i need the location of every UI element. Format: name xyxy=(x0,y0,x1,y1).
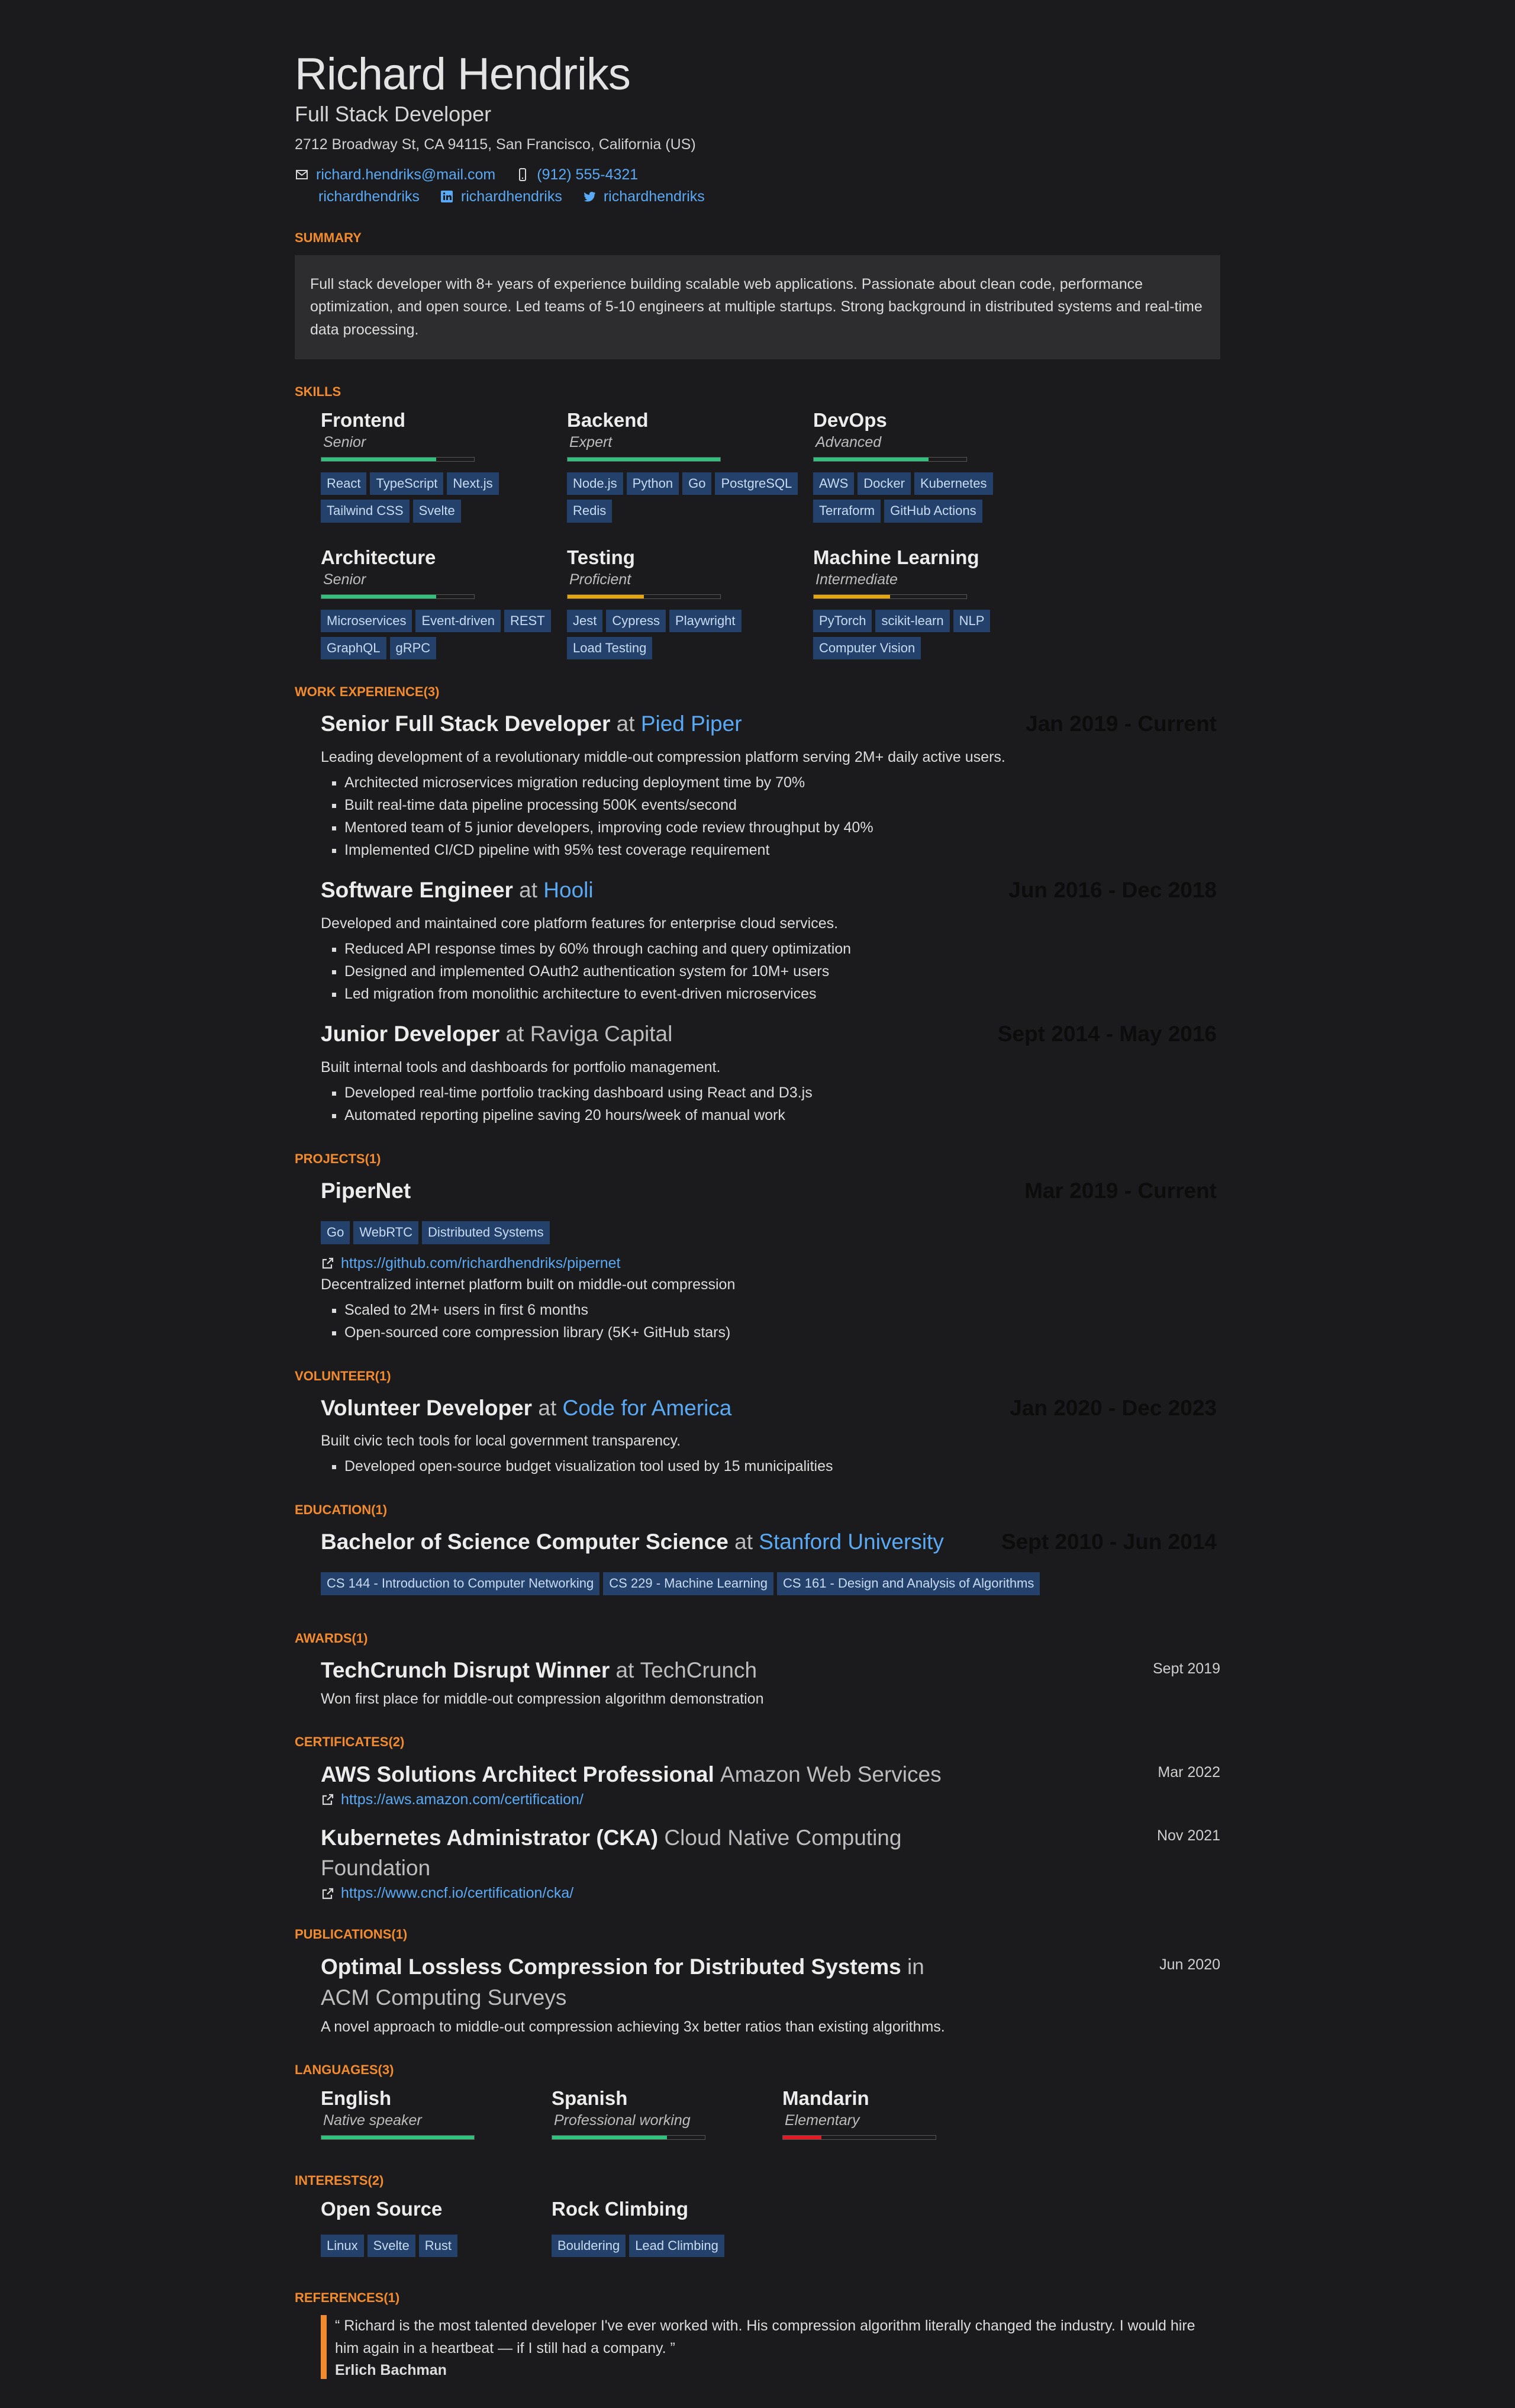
work-title xyxy=(321,1019,672,1049)
work-entry xyxy=(321,875,1220,1005)
work-title xyxy=(321,709,742,739)
interest-keywords xyxy=(552,2235,782,2257)
keyword-tag: Playwright xyxy=(669,610,741,632)
interest-card xyxy=(321,2198,552,2257)
skill-name: Frontend xyxy=(321,408,405,431)
phone-icon xyxy=(515,168,530,182)
profile-link-github[interactable] xyxy=(318,188,420,205)
keyword-tag: Svelte xyxy=(413,500,461,522)
certificate-date: Nov 2021 xyxy=(1156,1827,1220,1844)
keyword-tag: NLP xyxy=(953,610,991,632)
reference-quote xyxy=(321,2315,1220,2379)
keyword-tag: Event-driven xyxy=(415,610,501,632)
email-link[interactable] xyxy=(295,166,495,184)
project-summary: Decentralized internet platform built on middle-out compression xyxy=(321,1276,736,1293)
work-company: Raviga Capital xyxy=(530,1022,673,1047)
certificate-issuer: Amazon Web Services xyxy=(720,1762,942,1786)
keyword-tag: TypeScript xyxy=(370,472,443,495)
keyword-tag: Next.js xyxy=(447,472,498,495)
certificate-name: Kubernetes Administrator (CKA) xyxy=(321,1825,659,1850)
skill-card xyxy=(567,546,813,660)
skill-card xyxy=(321,409,567,523)
skill-level: Advanced xyxy=(815,433,882,450)
skill-name: Machine Learning xyxy=(813,546,979,568)
level-bar-fill xyxy=(814,458,929,461)
work-position: Junior Developer xyxy=(321,1022,500,1047)
highlight-item: ▪ Open-sourced core compression library (5K+ GitHub stars) xyxy=(344,1321,1220,1344)
interest-name: Open Source xyxy=(321,2197,443,2220)
keyword-tag: CS 161 - Design and Analysis of Algorithms xyxy=(777,1572,1040,1595)
keyword-tag: Python xyxy=(627,472,679,495)
keyword-tag: Jest xyxy=(567,610,602,632)
highlight-item: ▪ Reduced API response times by 60% through caching and query optimization xyxy=(344,938,1220,960)
keyword-tag: Computer Vision xyxy=(813,637,921,659)
level-bar-fill xyxy=(783,2136,821,2139)
skill-level: Senior xyxy=(323,433,366,450)
award-summary: Won first place for middle-out compression algorithm demonstration xyxy=(321,1690,764,1707)
keyword-tag: Go xyxy=(321,1221,350,1244)
section-title-interests: INTERESTS(2) xyxy=(295,2172,384,2188)
languages-grid xyxy=(295,2087,1220,2140)
publication-summary: A novel approach to middle-out compression achieving 3x better ratios than existing algorithms. xyxy=(321,2018,945,2035)
skill-card xyxy=(567,409,813,523)
section-title-awards: AWARDS(1) xyxy=(295,1630,368,1646)
summary-text: Full stack developer with 8+ years of experience building scalable web applications. Passionate about clean code, performance optimization, and open source. Led teams of 5-10 engineers at multiple startups. Strong background in distributed systems and real-time data processing. xyxy=(295,255,1220,359)
certificate-date: Mar 2022 xyxy=(1158,1763,1220,1781)
skill-name: DevOps xyxy=(813,408,887,431)
skill-level: Proficient xyxy=(569,571,631,588)
certificate-url-link[interactable] xyxy=(321,1885,1220,1902)
work-highlights xyxy=(321,938,1220,1005)
section-title-certificates: CERTIFICATES(2) xyxy=(295,1734,405,1749)
level-bar-fill xyxy=(814,595,890,598)
external-link-icon xyxy=(321,1256,335,1270)
education-degree: Bachelor of Science Computer Science xyxy=(321,1530,729,1554)
keyword-tag: Bouldering xyxy=(552,2235,626,2257)
work-date: Sept 2014 - May 2016 xyxy=(997,1022,1217,1047)
keyword-tag: Load Testing xyxy=(567,637,652,659)
award-title: TechCrunch Disrupt Winner xyxy=(321,1657,610,1682)
section-title-volunteer: VOLUNTEER(1) xyxy=(295,1368,391,1383)
keyword-tag: CS 229 - Machine Learning xyxy=(603,1572,773,1595)
work-summary: Developed and maintained core platform features for enterprise cloud services. xyxy=(321,915,839,932)
interests-grid xyxy=(295,2198,1220,2257)
language-fluency: Professional working xyxy=(554,2111,691,2129)
language-card xyxy=(321,2087,552,2140)
profile-username: richardhendriks xyxy=(318,188,420,205)
work-highlights xyxy=(321,1081,1220,1126)
highlight-item: ▪ Automated reporting pipeline saving 20 hours/week of manual work xyxy=(344,1104,1220,1126)
keyword-tag: Cypress xyxy=(606,610,666,632)
certificate-issuer: Cloud Native Computing Foundation xyxy=(321,1825,902,1881)
work-position: Software Engineer xyxy=(321,878,513,903)
profile-username: richardhendriks xyxy=(460,188,562,205)
keyword-tag: Distributed Systems xyxy=(422,1221,550,1244)
work-date: Jun 2016 - Dec 2018 xyxy=(1008,878,1217,903)
skill-card xyxy=(321,546,567,660)
highlight-item: ▪ Led migration from monolithic architecture to event-driven microservices xyxy=(344,983,1220,1005)
certificates-list xyxy=(295,1759,1220,1902)
highlight-item: ▪ Architected microservices migration reducing deployment time by 70% xyxy=(344,771,1220,794)
keyword-tag: GraphQL xyxy=(321,637,386,659)
work-position: Senior Full Stack Developer xyxy=(321,712,611,736)
skill-level: Senior xyxy=(323,571,366,588)
highlight-item: ▪ Scaled to 2M+ users in first 6 months xyxy=(344,1299,1220,1321)
level-bar xyxy=(782,2135,936,2140)
at-label: at xyxy=(505,1022,524,1047)
section-title-work: WORK EXPERIENCE(3) xyxy=(295,684,440,700)
project-date: Mar 2019 - Current xyxy=(1024,1179,1217,1203)
keyword-tag: Microservices xyxy=(321,610,412,632)
keyword-tag: Redis xyxy=(567,500,612,522)
skills-grid xyxy=(295,409,1220,660)
skill-card xyxy=(813,409,1059,523)
mail-icon xyxy=(295,168,309,182)
work-summary: Leading development of a revolutionary middle-out compression platform serving 2M+ daily active users. xyxy=(321,749,1005,766)
section-title-summary: SUMMARY xyxy=(295,230,362,245)
highlight-item: ▪ Designed and implemented OAuth2 authentication system for 10M+ users xyxy=(344,960,1220,983)
at-label: at xyxy=(615,1657,634,1682)
skill-card xyxy=(813,546,1059,660)
keyword-tag: Go xyxy=(682,472,711,495)
volunteer-position: Volunteer Developer xyxy=(321,1395,533,1420)
work-company-link[interactable]: Pied Piper xyxy=(640,712,742,736)
skill-level: Expert xyxy=(569,433,613,450)
level-bar xyxy=(567,594,721,599)
keyword-tag: AWS xyxy=(813,472,854,495)
profiles-row xyxy=(295,188,1220,205)
keyword-tag: CS 144 - Introduction to Computer Networking xyxy=(321,1572,599,1595)
project-url: https://github.com/richardhendriks/pipernet xyxy=(341,1254,621,1271)
education-courses xyxy=(321,1572,1220,1595)
certificate-title xyxy=(321,1759,942,1790)
skill-level: Intermediate xyxy=(815,571,898,588)
keyword-tag: Kubernetes xyxy=(914,472,993,495)
highlight-item: ▪ Mentored team of 5 junior developers, improving code review throughput by 40% xyxy=(344,816,1220,839)
skill-keywords xyxy=(567,472,804,523)
keyword-tag: Tailwind CSS xyxy=(321,500,410,522)
skill-keywords xyxy=(813,472,1050,523)
volunteer-entry xyxy=(295,1393,1220,1478)
candidate-name: Richard Hendriks xyxy=(295,49,630,99)
work-entry xyxy=(321,1019,1220,1126)
education-entry xyxy=(295,1527,1220,1595)
section-title-projects: PROJECTS(1) xyxy=(295,1151,381,1167)
language-name: Spanish xyxy=(552,2087,628,2109)
work-entry xyxy=(321,709,1220,861)
keyword-tag: Terraform xyxy=(813,500,881,522)
in-label: in xyxy=(907,1955,924,1979)
work-list xyxy=(295,709,1220,1126)
education-institution-link[interactable]: Stanford University xyxy=(759,1530,944,1554)
candidate-headline: Full Stack Developer xyxy=(295,101,492,126)
level-bar-fill xyxy=(321,595,436,598)
keyword-tag: gRPC xyxy=(390,637,437,659)
certificate-title xyxy=(321,1823,942,1884)
profile-username: richardhendriks xyxy=(603,188,705,205)
volunteer-date: Jan 2020 - Dec 2023 xyxy=(1010,1395,1217,1420)
contact-row xyxy=(295,166,1220,184)
work-company-link[interactable]: Hooli xyxy=(543,878,594,903)
keyword-tag: WebRTC xyxy=(353,1221,418,1244)
skill-keywords xyxy=(567,610,804,660)
award-awarder: TechCrunch xyxy=(640,1657,758,1682)
at-label: at xyxy=(616,712,635,736)
level-bar xyxy=(552,2135,705,2140)
certificate-url: https://www.cncf.io/certification/cka/ xyxy=(341,1885,574,1902)
level-bar xyxy=(321,2135,475,2140)
phone-text: (912) 555-4321 xyxy=(537,166,639,183)
keyword-tag: PyTorch xyxy=(813,610,872,632)
skill-keywords xyxy=(321,610,557,660)
section-title-references: REFERENCES(1) xyxy=(295,2290,400,2306)
reference-text: “ Richard is the most talented developer I've ever worked with. His compression algorithm literally changed the industry. I would hire him again in a heartbeat — if I still had a company. ” xyxy=(335,2317,1195,2357)
section-title-education: EDUCATION(1) xyxy=(295,1502,388,1518)
publication-publisher: ACM Computing Surveys xyxy=(321,1985,567,2010)
keyword-tag: Docker xyxy=(858,472,911,495)
language-name: English xyxy=(321,2087,392,2109)
level-bar xyxy=(813,457,967,462)
language-fluency: Native speaker xyxy=(323,2111,422,2129)
at-label: at xyxy=(519,878,537,903)
project-entry xyxy=(295,1176,1220,1343)
language-name: Mandarin xyxy=(782,2087,869,2109)
interest-name: Rock Climbing xyxy=(552,2197,689,2220)
section-title-publications: PUBLICATIONS(1) xyxy=(295,1927,408,1942)
volunteer-summary: Built civic tech tools for local government transparency. xyxy=(321,1432,681,1450)
keyword-tag: Node.js xyxy=(567,472,623,495)
publication-entry xyxy=(295,1952,1220,2037)
reference-name: Erlich Bachman xyxy=(335,2362,447,2379)
highlight-item: ▪ Built real-time data pipeline processing 500K events/second xyxy=(344,794,1220,816)
highlight-item: ▪ Implemented CI/CD pipeline with 95% test coverage requirement xyxy=(344,839,1220,861)
volunteer-organization-link[interactable]: Code for America xyxy=(562,1395,732,1420)
keyword-tag: Svelte xyxy=(368,2235,415,2257)
certificate-url-link[interactable] xyxy=(321,1791,1220,1808)
keyword-tag: Lead Climbing xyxy=(629,2235,724,2257)
twitter-icon xyxy=(582,189,597,204)
profile-link-twitter[interactable] xyxy=(582,188,705,205)
language-fluency: Elementary xyxy=(785,2111,860,2129)
certificate-entry xyxy=(321,1759,1220,1808)
certificate-name: AWS Solutions Architect Professional xyxy=(321,1762,714,1786)
project-highlights xyxy=(321,1299,1220,1344)
work-title xyxy=(321,875,594,905)
keyword-tag: PostgreSQL xyxy=(715,472,798,495)
skill-name: Backend xyxy=(567,408,649,431)
publication-name: Optimal Lossless Compression for Distributed Systems xyxy=(321,1955,901,1979)
level-bar-fill xyxy=(568,595,644,598)
highlight-item: ▪ Developed open-source budget visualization tool used by 15 municipalities xyxy=(344,1455,1220,1477)
skill-keywords xyxy=(813,610,1050,660)
level-bar xyxy=(813,594,967,599)
level-bar-fill xyxy=(568,458,720,461)
education-date: Sept 2010 - Jun 2014 xyxy=(1001,1530,1217,1554)
project-keywords xyxy=(321,1221,1220,1244)
skill-name: Architecture xyxy=(321,546,436,568)
section-title-languages: LANGUAGES(3) xyxy=(295,2062,394,2077)
work-highlights xyxy=(321,771,1220,861)
skill-name: Testing xyxy=(567,546,635,568)
keyword-tag: REST xyxy=(504,610,551,632)
interest-card xyxy=(552,2198,782,2257)
level-bar xyxy=(321,594,475,599)
at-label: at xyxy=(734,1530,753,1554)
language-card xyxy=(552,2087,782,2140)
linkedin-icon xyxy=(440,189,454,204)
section-title-skills: SKILLS xyxy=(295,384,341,399)
work-entry-header xyxy=(321,875,1220,905)
language-card xyxy=(782,2087,1013,2140)
work-entry-header xyxy=(321,1019,1220,1049)
level-bar-fill xyxy=(552,2136,667,2139)
external-link-icon xyxy=(321,1792,335,1807)
certificate-url: https://aws.amazon.com/certification/ xyxy=(341,1791,584,1808)
project-url-link[interactable] xyxy=(321,1255,1220,1272)
keyword-tag: Rust xyxy=(419,2235,457,2257)
work-entry-header xyxy=(321,709,1220,739)
level-bar xyxy=(321,457,475,462)
level-bar xyxy=(567,457,721,462)
level-bar-fill xyxy=(321,2136,474,2139)
profile-link-linkedin[interactable] xyxy=(440,188,562,205)
award-entry xyxy=(295,1656,1220,1710)
candidate-address: 2712 Broadway St, CA 94115, San Francisco, California (US) xyxy=(295,136,696,153)
keyword-tag: GitHub Actions xyxy=(884,500,982,522)
keyword-tag: scikit-learn xyxy=(875,610,949,632)
certificate-entry xyxy=(321,1823,1220,1902)
publication-date: Jun 2020 xyxy=(1159,1956,1220,1974)
external-link-icon xyxy=(321,1887,335,1901)
at-label: at xyxy=(538,1395,557,1420)
phone-link[interactable] xyxy=(515,166,638,184)
project-name: PiperNet xyxy=(321,1179,411,1203)
keyword-tag: React xyxy=(321,472,366,495)
email-text: richard.hendriks@mail.com xyxy=(316,166,496,183)
award-date: Sept 2019 xyxy=(1153,1660,1220,1677)
highlight-item: ▪ Developed real-time portfolio tracking dashboard using React and D3.js xyxy=(344,1081,1220,1104)
level-bar-fill xyxy=(321,458,436,461)
resume-sheet xyxy=(295,50,1220,2379)
work-summary: Built internal tools and dashboards for portfolio management. xyxy=(321,1059,721,1076)
keyword-tag: Linux xyxy=(321,2235,364,2257)
skill-keywords xyxy=(321,472,557,523)
volunteer-highlights xyxy=(321,1455,1220,1477)
work-date: Jan 2019 - Current xyxy=(1026,712,1217,736)
interest-keywords xyxy=(321,2235,552,2257)
